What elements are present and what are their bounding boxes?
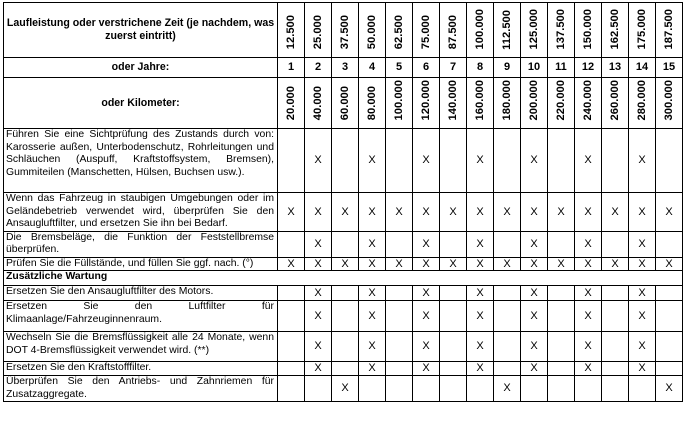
year-value: 8 — [467, 58, 494, 78]
schedule-mark: X — [467, 193, 494, 232]
interval-value-text: 87.500 — [447, 15, 459, 50]
kilometer-value-text: 200.000 — [528, 80, 540, 121]
interval-value — [548, 3, 575, 58]
schedule-mark — [440, 332, 467, 362]
schedule-mark: X — [386, 193, 413, 232]
schedule-mark: X — [467, 257, 494, 271]
task-description: Die Bremsbeläge, die Funktion der Feststellbremse überprüfen. — [4, 231, 278, 257]
kilometer-value — [521, 78, 548, 129]
schedule-mark: X — [494, 193, 521, 232]
schedule-mark: X — [413, 286, 440, 301]
kilometer-value — [494, 78, 521, 129]
header-row-years — [4, 58, 683, 78]
schedule-mark: X — [629, 129, 656, 193]
interval-value — [629, 3, 656, 58]
schedule-mark: X — [332, 257, 359, 271]
schedule-mark: X — [278, 257, 305, 271]
schedule-mark — [656, 231, 683, 257]
interval-value-text: 62.500 — [393, 15, 405, 50]
schedule-mark — [494, 231, 521, 257]
schedule-mark — [656, 129, 683, 193]
kilometer-value-text: 120.000 — [420, 80, 432, 121]
schedule-mark — [278, 362, 305, 376]
interval-value — [602, 3, 629, 58]
schedule-mark: X — [359, 129, 386, 193]
table-row — [4, 376, 683, 402]
schedule-mark: X — [413, 231, 440, 257]
schedule-mark — [602, 231, 629, 257]
kilometer-value — [602, 78, 629, 129]
kilometer-value-text: 80.000 — [366, 86, 378, 121]
schedule-mark: X — [656, 376, 683, 402]
year-value: 2 — [305, 58, 332, 78]
schedule-mark: X — [575, 193, 602, 232]
schedule-mark: X — [494, 376, 521, 402]
table-row — [4, 257, 683, 271]
year-value: 12 — [575, 58, 602, 78]
kilometer-value — [656, 78, 683, 129]
schedule-mark — [521, 376, 548, 402]
schedule-mark — [602, 301, 629, 332]
schedule-mark: X — [440, 193, 467, 232]
table-row — [4, 129, 683, 193]
schedule-mark: X — [629, 286, 656, 301]
task-description: Ersetzen Sie den Ansaugluftfilter des Motors. — [4, 286, 278, 301]
schedule-mark: X — [467, 301, 494, 332]
interval-value-text: 175.000 — [636, 9, 648, 50]
interval-value — [467, 3, 494, 58]
schedule-mark: X — [305, 231, 332, 257]
schedule-mark: X — [305, 286, 332, 301]
schedule-mark: X — [656, 193, 683, 232]
schedule-mark: X — [602, 257, 629, 271]
schedule-mark — [278, 129, 305, 193]
schedule-mark: X — [521, 362, 548, 376]
schedule-mark — [440, 301, 467, 332]
schedule-mark — [548, 376, 575, 402]
schedule-mark: X — [305, 332, 332, 362]
kilometer-value-text: 260.000 — [609, 80, 621, 121]
year-value: 11 — [548, 58, 575, 78]
schedule-mark: X — [521, 257, 548, 271]
schedule-mark — [386, 129, 413, 193]
schedule-mark — [440, 362, 467, 376]
schedule-mark — [386, 286, 413, 301]
year-value: 9 — [494, 58, 521, 78]
header-row-kilometers — [4, 78, 683, 129]
interval-value — [656, 3, 683, 58]
schedule-mark: X — [278, 193, 305, 232]
schedule-mark: X — [359, 193, 386, 232]
schedule-mark: X — [575, 301, 602, 332]
schedule-mark — [332, 286, 359, 301]
schedule-mark: X — [629, 193, 656, 232]
task-description: Prüfen Sie die Füllstände, und füllen Sie ggf. nach. (°) — [4, 257, 278, 271]
schedule-mark: X — [548, 193, 575, 232]
schedule-mark: X — [575, 129, 602, 193]
task-description: Wenn das Fahrzeug in staubigen Umgebungen oder im Geländebetrieb verwendet wird, überprüfen Sie den Ansaugluftfilter, und ersetzen Sie ihn bei Bedarf. — [4, 193, 278, 232]
schedule-mark — [494, 332, 521, 362]
year-value: 4 — [359, 58, 386, 78]
schedule-mark: X — [359, 231, 386, 257]
year-value: 3 — [332, 58, 359, 78]
schedule-mark: X — [629, 257, 656, 271]
schedule-mark: X — [305, 193, 332, 232]
interval-value-text: 162.500 — [609, 9, 621, 50]
schedule-mark — [548, 301, 575, 332]
schedule-mark: X — [305, 301, 332, 332]
kilometer-value — [278, 78, 305, 129]
interval-value-text: 100.000 — [474, 9, 486, 50]
table-row — [4, 231, 683, 257]
schedule-mark — [305, 376, 332, 402]
schedule-mark: X — [575, 231, 602, 257]
maintenance-schedule-table — [3, 2, 683, 402]
schedule-mark — [548, 332, 575, 362]
schedule-mark: X — [413, 362, 440, 376]
schedule-mark — [332, 332, 359, 362]
interval-value — [413, 3, 440, 58]
schedule-mark — [440, 129, 467, 193]
schedule-mark: X — [521, 332, 548, 362]
year-value: 10 — [521, 58, 548, 78]
schedule-mark — [413, 376, 440, 402]
schedule-mark — [386, 376, 413, 402]
schedule-mark — [494, 286, 521, 301]
interval-value-text: 150.000 — [582, 9, 594, 50]
kilometer-value — [629, 78, 656, 129]
schedule-mark: X — [521, 301, 548, 332]
schedule-mark: X — [332, 376, 359, 402]
schedule-mark — [332, 231, 359, 257]
schedule-mark — [278, 301, 305, 332]
kilometer-value-text: 160.000 — [474, 80, 486, 121]
schedule-mark: X — [629, 301, 656, 332]
schedule-mark — [548, 286, 575, 301]
schedule-mark: X — [467, 231, 494, 257]
schedule-mark — [602, 129, 629, 193]
schedule-mark: X — [413, 129, 440, 193]
interval-value-text: 37.500 — [339, 15, 351, 50]
schedule-mark: X — [413, 332, 440, 362]
schedule-mark: X — [413, 257, 440, 271]
kilometer-value-text: 300.000 — [663, 80, 675, 121]
schedule-mark: X — [359, 362, 386, 376]
schedule-mark — [656, 301, 683, 332]
schedule-mark: X — [359, 301, 386, 332]
year-value: 15 — [656, 58, 683, 78]
schedule-mark — [602, 376, 629, 402]
schedule-mark: X — [413, 193, 440, 232]
schedule-mark — [440, 376, 467, 402]
schedule-mark: X — [359, 332, 386, 362]
kilometer-value — [440, 78, 467, 129]
kilometer-value — [467, 78, 494, 129]
schedule-mark: X — [305, 129, 332, 193]
interval-value-text: 50.000 — [366, 15, 378, 50]
kilometer-value — [332, 78, 359, 129]
schedule-mark: X — [521, 193, 548, 232]
schedule-mark — [494, 301, 521, 332]
table-row — [4, 301, 683, 332]
schedule-mark: X — [575, 362, 602, 376]
schedule-mark: X — [548, 257, 575, 271]
schedule-mark — [278, 231, 305, 257]
interval-value-text: 125.000 — [528, 9, 540, 50]
kilometer-value-text: 220.000 — [555, 80, 567, 121]
schedule-mark — [386, 301, 413, 332]
schedule-mark — [467, 376, 494, 402]
years-header: oder Jahre: — [4, 58, 278, 78]
year-value: 1 — [278, 58, 305, 78]
schedule-mark — [494, 362, 521, 376]
schedule-mark: X — [467, 286, 494, 301]
schedule-mark: X — [413, 301, 440, 332]
kilometer-value-text: 100.000 — [393, 80, 405, 121]
schedule-mark: X — [521, 231, 548, 257]
table-row — [4, 193, 683, 232]
interval-value — [575, 3, 602, 58]
schedule-mark — [494, 129, 521, 193]
schedule-mark — [386, 332, 413, 362]
schedule-mark — [548, 231, 575, 257]
interval-value — [521, 3, 548, 58]
schedule-mark: X — [332, 193, 359, 232]
kilometer-value-text: 140.000 — [447, 80, 459, 121]
task-description: Führen Sie eine Sichtprüfung des Zustands durch von: Karosserie außen, Unterbodenschutz, Rohrleitungen und Schläuchen (Auspuff, Kraftstoffsystem, Bremsen), Gummiteilen (Manschetten, Hülsen, Buchsen usw.). — [4, 129, 278, 193]
schedule-mark: X — [467, 362, 494, 376]
header-row-interval — [4, 3, 683, 58]
task-description: Wechseln Sie die Bremsflüssigkeit alle 24 Monate, wenn DOT 4-Bremsflüssigkeit verwendet wird. (**) — [4, 332, 278, 362]
schedule-mark: X — [494, 257, 521, 271]
kilometer-value — [386, 78, 413, 129]
schedule-mark — [278, 332, 305, 362]
schedule-mark: X — [575, 286, 602, 301]
schedule-mark — [602, 332, 629, 362]
schedule-mark: X — [629, 231, 656, 257]
year-value: 13 — [602, 58, 629, 78]
year-value: 7 — [440, 58, 467, 78]
schedule-mark — [332, 129, 359, 193]
schedule-mark — [386, 231, 413, 257]
schedule-mark — [278, 286, 305, 301]
interval-value-text: 12.500 — [285, 15, 297, 50]
schedule-mark — [440, 286, 467, 301]
kilometer-value — [548, 78, 575, 129]
interval-value — [386, 3, 413, 58]
schedule-mark — [602, 362, 629, 376]
kilometer-value — [413, 78, 440, 129]
schedule-mark: X — [467, 129, 494, 193]
schedule-mark: X — [359, 286, 386, 301]
kilometer-value-text: 240.000 — [582, 80, 594, 121]
schedule-mark: X — [386, 257, 413, 271]
schedule-mark — [548, 129, 575, 193]
schedule-mark: X — [305, 362, 332, 376]
schedule-mark — [656, 362, 683, 376]
year-value: 5 — [386, 58, 413, 78]
interval-value — [332, 3, 359, 58]
schedule-mark: X — [359, 257, 386, 271]
year-value: 6 — [413, 58, 440, 78]
schedule-mark — [656, 332, 683, 362]
schedule-mark — [548, 362, 575, 376]
schedule-mark: X — [305, 257, 332, 271]
task-description: Ersetzen Sie den Kraftstofffilter. — [4, 362, 278, 376]
table-row — [4, 362, 683, 376]
schedule-mark: X — [575, 332, 602, 362]
schedule-mark: X — [629, 332, 656, 362]
kilometer-value — [359, 78, 386, 129]
schedule-mark — [278, 376, 305, 402]
kilometer-value-text: 280.000 — [636, 80, 648, 121]
table-row — [4, 286, 683, 301]
year-value: 14 — [629, 58, 656, 78]
interval-value — [305, 3, 332, 58]
schedule-mark — [575, 376, 602, 402]
interval-value-text: 187.500 — [663, 9, 675, 50]
schedule-mark — [440, 231, 467, 257]
schedule-mark: X — [575, 257, 602, 271]
interval-value — [440, 3, 467, 58]
interval-value-text: 137.500 — [555, 9, 567, 50]
schedule-mark: X — [440, 257, 467, 271]
section-row — [4, 271, 683, 286]
schedule-mark — [386, 362, 413, 376]
schedule-mark — [629, 376, 656, 402]
schedule-mark — [602, 286, 629, 301]
interval-value — [359, 3, 386, 58]
schedule-mark: X — [602, 193, 629, 232]
schedule-mark — [359, 376, 386, 402]
schedule-mark — [656, 286, 683, 301]
schedule-mark: X — [656, 257, 683, 271]
section-heading: Zusätzliche Wartung — [4, 271, 683, 286]
task-description: Überprüfen Sie den Antriebs- und Zahnriemen für Zusatzaggregate. — [4, 376, 278, 402]
schedule-mark: X — [467, 332, 494, 362]
task-description: Ersetzen Sie den Luftfilter für Klimaanlage/Fahrzeuginnenraum. — [4, 301, 278, 332]
schedule-mark — [332, 301, 359, 332]
interval-value-text: 25.000 — [312, 15, 324, 50]
interval-header: Laufleistung oder verstrichene Zeit (je nachdem, was zuerst eintritt) — [4, 3, 278, 58]
interval-value-text: 112.500 — [501, 9, 513, 50]
schedule-mark: X — [629, 362, 656, 376]
schedule-mark: X — [521, 286, 548, 301]
interval-value — [494, 3, 521, 58]
kilometer-value — [305, 78, 332, 129]
kilometer-value-text: 180.000 — [501, 80, 513, 121]
kilometer-value — [575, 78, 602, 129]
table-row — [4, 332, 683, 362]
schedule-mark: X — [521, 129, 548, 193]
schedule-mark — [332, 362, 359, 376]
kilometer-value-text: 40.000 — [312, 86, 324, 121]
interval-value — [278, 3, 305, 58]
kilometer-value-text: 60.000 — [339, 86, 351, 121]
kilometer-value-text: 20.000 — [285, 86, 297, 121]
interval-value-text: 75.000 — [420, 15, 432, 50]
kilometers-header: oder Kilometer: — [4, 78, 278, 129]
